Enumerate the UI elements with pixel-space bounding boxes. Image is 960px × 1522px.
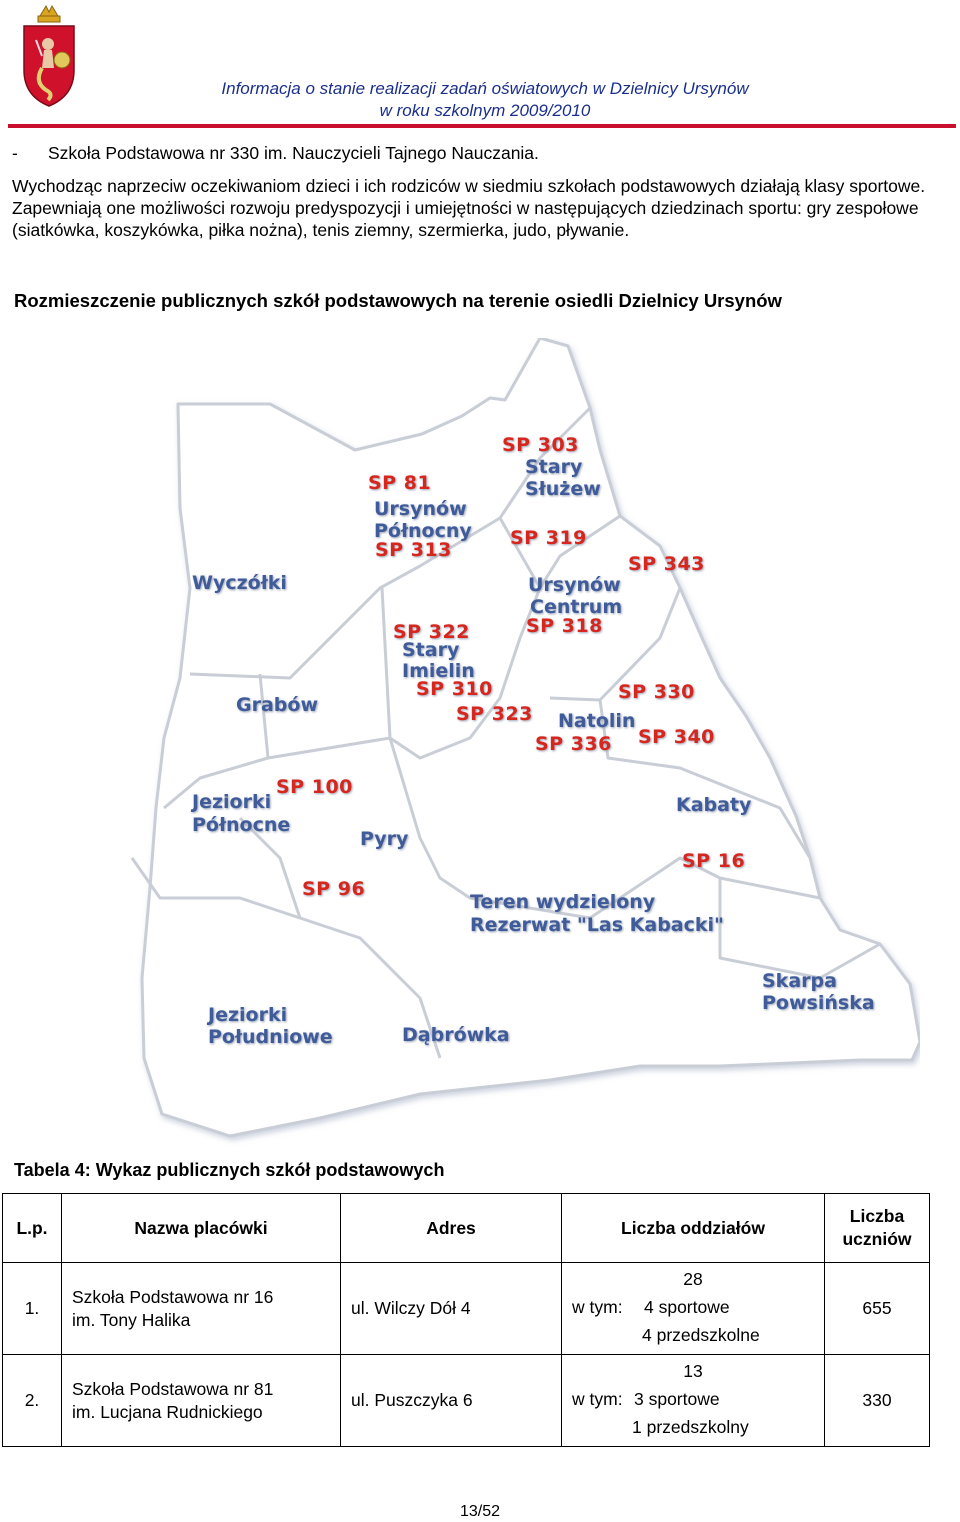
map-label-sp-318: SP 318	[526, 615, 603, 637]
header-lp: L.p.	[3, 1194, 62, 1263]
table-title: Tabela 4: Wykaz publicznych szkół podstawowych	[14, 1160, 445, 1180]
class-count-w-tym: w tym:	[572, 1389, 623, 1409]
map-label-grabow: Grabów	[236, 694, 318, 716]
row-school-name	[62, 1355, 341, 1447]
header-class-count: Liczba oddziałów	[562, 1194, 825, 1263]
map-label-wyczolki: Wyczółki	[192, 572, 287, 594]
map-heading: Rozmieszczenie publicznych szkół podstawowych na terenie osiedli Dzielnicy Ursynów	[14, 290, 782, 311]
map-label-sp-319: SP 319	[510, 527, 587, 549]
map-label-jeziorki-polnocne-2: Północne	[192, 814, 291, 836]
map-label-sp-323: SP 323	[456, 703, 533, 725]
map-label-jeziorki-poludniowe-2: Południowe	[208, 1026, 333, 1048]
map-label-ursynow-polnocny-2: Północny	[374, 520, 472, 542]
row-address: ul. Puszczyka 6	[341, 1355, 562, 1447]
header-student-count: Liczba uczniów	[825, 1194, 930, 1263]
bullet-dash: -	[12, 143, 18, 163]
header-line-2: w roku szkolnym 2009/2010	[379, 101, 591, 120]
table-row	[3, 1263, 930, 1355]
map-label-sp-330: SP 330	[618, 681, 695, 703]
class-count-sport: 4 sportowe	[644, 1297, 730, 1317]
map-label-stary-imielin-2: Imielin	[402, 660, 475, 682]
map-label-sp-313: SP 313	[375, 539, 452, 561]
map-label-ursynow-centrum-2: Centrum	[530, 596, 623, 618]
map-label-sp-336: SP 336	[535, 733, 612, 755]
class-count-total: 28	[683, 1269, 703, 1289]
class-count-w-tym: w tym:	[572, 1297, 623, 1317]
district-map	[120, 338, 920, 1148]
row-student-count: 330	[825, 1355, 930, 1447]
map-label-stary-sluzew-2: Służew	[525, 478, 601, 500]
map-label-sp-100: SP 100	[276, 776, 353, 798]
map-label-sp-303: SP 303	[502, 434, 579, 456]
map-label-dabrowka: Dąbrówka	[402, 1024, 510, 1046]
row-lp: 2.	[3, 1355, 62, 1447]
map-label-stary-sluzew-1: Stary	[525, 456, 583, 478]
class-count-sport: 3 sportowe	[634, 1389, 720, 1409]
header-name: Nazwa placówki	[62, 1194, 341, 1263]
row-class-count	[562, 1263, 825, 1355]
map-label-jeziorki-polnocne-1: Jeziorki	[192, 791, 272, 813]
school-name-line-2: im. Tony Halika	[72, 1309, 191, 1330]
header-address: Adres	[341, 1194, 562, 1263]
row-lp: 1.	[3, 1263, 62, 1355]
map-label-ursynow-polnocny-1: Ursynów	[374, 498, 467, 520]
class-count-total: 13	[683, 1361, 703, 1381]
school-bullet	[12, 143, 539, 164]
page-number: 13/52	[459, 1503, 501, 1520]
map-label-sp-340: SP 340	[638, 726, 715, 748]
map-label-sp-310: SP 310	[416, 678, 493, 700]
map-label-pyry: Pyry	[360, 828, 409, 850]
row-student-count: 655	[825, 1263, 930, 1355]
map-label-skarpa-powsinska-2: Powsińska	[762, 992, 875, 1014]
table-header-row	[3, 1194, 930, 1263]
row-class-count	[562, 1355, 825, 1447]
school-name-line-1: Szkoła Podstawowa nr 81	[72, 1378, 274, 1399]
class-count-preschool: 1 przedszkolny	[632, 1417, 749, 1437]
map-label-rezerwat-las-kabacki: Rezerwat "Las Kabacki"	[470, 914, 724, 936]
map-label-sp-343: SP 343	[628, 553, 705, 575]
running-header	[120, 78, 850, 122]
map-label-teren-wydzielony: Teren wydzielony	[470, 891, 656, 913]
school-name-line-1: Szkoła Podstawowa nr 16	[72, 1286, 274, 1307]
warsaw-crest-logo	[18, 4, 80, 108]
map-label-skarpa-powsinska-1: Skarpa	[762, 970, 837, 992]
row-school-name	[62, 1263, 341, 1355]
class-count-preschool: 4 przedszkolne	[642, 1325, 760, 1345]
map-label-jeziorki-poludniowe-1: Jeziorki	[208, 1004, 288, 1026]
header-line-1: Informacja o stanie realizacji zadań oświatowych w Dzielnicy Ursynów	[221, 79, 749, 98]
map-label-sp-96: SP 96	[302, 878, 366, 900]
bullet-text: Szkoła Podstawowa nr 330 im. Nauczycieli Tajnego Nauczania.	[48, 143, 539, 163]
map-label-sp-16: SP 16	[682, 850, 746, 872]
schools-table	[2, 1193, 930, 1447]
map-label-sp-81: SP 81	[368, 472, 432, 494]
header-divider	[8, 124, 956, 128]
school-name-line-2: im. Lucjana Rudnickiego	[72, 1401, 263, 1422]
row-address: ul. Wilczy Dół 4	[341, 1263, 562, 1355]
table-row	[3, 1355, 930, 1447]
map-label-ursynow-centrum-1: Ursynów	[528, 574, 621, 596]
map-label-natolin: Natolin	[558, 710, 636, 732]
map-label-sp-322: SP 322	[393, 621, 470, 643]
sports-paragraph: Wychodząc naprzeciw oczekiwaniom dzieci i ich rodziców w siedmiu szkołach podstawowych działają klasy sportowe. Zapewniają one możliwości rozwoju predyspozycji i umiejętności w następujących dziedzinach sportu: gry zespołowe (siatkówka, koszykówka, piłka nożna), tenis ziemny, szermierka, judo, pływanie.	[12, 176, 926, 240]
map-label-stary-imielin-1: Stary	[402, 639, 460, 661]
map-label-kabaty: Kabaty	[676, 794, 752, 816]
